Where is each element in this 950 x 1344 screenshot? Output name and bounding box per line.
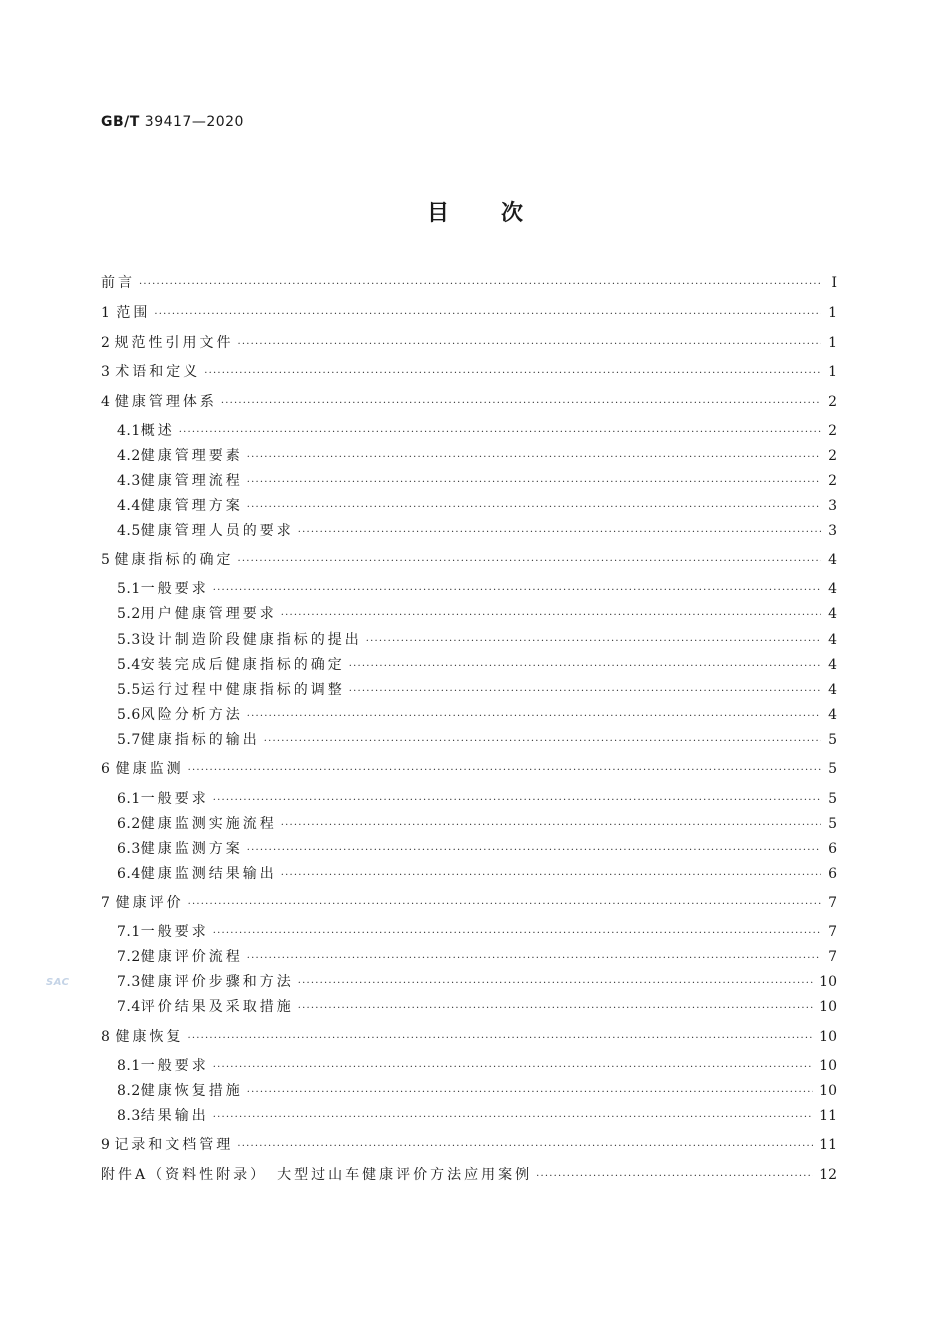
toc-entry-label: 前言 [101, 275, 135, 291]
toc-entry[interactable] [117, 496, 837, 516]
toc-entry-label: 健康恢复 [115, 1029, 184, 1045]
toc-entry-number: 6.1 [117, 791, 141, 807]
toc-entry-number: 4.3 [117, 473, 141, 489]
toc-entry[interactable] [101, 550, 837, 570]
toc-entry-label: 健康监测实施流程 [140, 816, 277, 832]
toc-entry-number: 8.1 [117, 1058, 141, 1074]
toc-entry-page: 6 [828, 866, 837, 882]
toc-entry-number: 5.2 [117, 606, 141, 622]
toc-entry[interactable] [101, 893, 837, 913]
toc-entry[interactable] [101, 1027, 837, 1047]
toc-entry-page: 11 [819, 1108, 837, 1124]
toc-entry-label: 健康评价流程 [140, 949, 243, 965]
toc-entry[interactable] [101, 333, 837, 353]
toc-entry-label: 健康管理流程 [140, 473, 243, 489]
toc-entry[interactable] [117, 947, 837, 967]
toc-entry-page: 11 [819, 1137, 837, 1153]
toc-entry-label: 健康监测方案 [140, 841, 243, 857]
toc-entry-page: 10 [819, 999, 837, 1015]
toc-entry-label: 用户健康管理要求 [140, 606, 277, 622]
toc-entry-number: 3 [101, 364, 111, 380]
toc-dot-leader [281, 816, 821, 836]
toc-entry[interactable] [117, 521, 837, 541]
toc-dot-leader [298, 523, 821, 543]
toc-entry-page: 4 [828, 657, 837, 673]
toc-entry[interactable] [117, 730, 837, 750]
toc-entry-number: 6.4 [117, 866, 141, 882]
toc-entry-number: 4 [101, 394, 111, 410]
toc-entry[interactable] [117, 604, 837, 624]
toc-entry[interactable] [101, 392, 837, 412]
toc-entry-page: 1 [828, 305, 837, 321]
toc-entry-number: 7.1 [117, 924, 141, 940]
toc-entry[interactable] [117, 972, 837, 992]
toc-dot-leader [247, 949, 821, 969]
toc-entry-label: 附件A（资料性附录） 大型过山车健康评价方法应用案例 [101, 1167, 533, 1183]
toc-entry-page: 5 [828, 732, 837, 748]
toc-entry-page: 4 [828, 552, 837, 568]
toc-entry[interactable] [101, 303, 837, 323]
toc-entry[interactable] [117, 839, 837, 859]
toc-dot-leader [187, 1029, 813, 1049]
toc-entry[interactable] [117, 579, 837, 599]
toc-entry[interactable] [117, 1056, 837, 1076]
toc-entry[interactable] [117, 446, 837, 466]
toc-entry-number: 8.2 [117, 1083, 141, 1099]
toc-entry-page: 1 [828, 335, 837, 351]
toc-dot-leader [247, 473, 821, 493]
toc-entry[interactable] [117, 471, 837, 491]
toc-entry[interactable] [117, 1081, 837, 1101]
toc-entry-page: 2 [828, 448, 837, 464]
toc-entry-number: 5.3 [117, 632, 141, 648]
toc-dot-leader [179, 423, 821, 443]
toc-entry-label: 一般要求 [140, 791, 209, 807]
toc-dot-leader [188, 761, 821, 781]
toc-entry-number: 6 [101, 761, 111, 777]
toc-entry[interactable] [117, 421, 837, 441]
toc-entry-page: 3 [828, 498, 837, 514]
toc-dot-leader [213, 581, 821, 601]
toc-entry-page: Ⅰ [831, 275, 837, 291]
toc-entry[interactable] [117, 1106, 837, 1126]
toc-entry-page: 2 [828, 423, 837, 439]
toc-dot-leader [247, 1083, 813, 1103]
toc-entry-number: 7 [101, 895, 111, 911]
standard-prefix: GB/T [101, 114, 140, 130]
toc-dot-leader [247, 707, 821, 727]
standard-number: 39417—2020 [144, 114, 244, 130]
toc-dot-leader [154, 305, 821, 325]
toc-entry-number: 8 [101, 1029, 111, 1045]
toc-entry-label: 健康评价 [115, 895, 184, 911]
toc-dot-leader [247, 841, 821, 861]
toc-entry-number: 9 [101, 1137, 111, 1153]
toc-entry-page: 4 [828, 581, 837, 597]
toc-entry-number: 4.4 [117, 498, 141, 514]
toc-entry-label: 记录和文档管理 [114, 1137, 234, 1153]
toc-entry-page: 12 [819, 1167, 837, 1183]
toc-entry-number: 7.3 [117, 974, 141, 990]
toc-entry-label: 一般要求 [140, 1058, 209, 1074]
toc-entry-page: 10 [819, 1083, 837, 1099]
toc-entry[interactable] [101, 362, 837, 382]
toc-entry-page: 5 [828, 816, 837, 832]
toc-entry-page: 1 [828, 364, 837, 380]
toc-entry-page: 4 [828, 707, 837, 723]
toc-entry-label: 结果输出 [140, 1108, 209, 1124]
toc-dot-leader [349, 682, 821, 702]
toc-entry-page: 4 [828, 606, 837, 622]
toc-entry-page: 2 [828, 394, 837, 410]
toc-entry-page: 4 [828, 682, 837, 698]
toc-entry-page: 4 [828, 632, 837, 648]
toc-entry[interactable] [117, 864, 837, 884]
toc-entry[interactable] [101, 759, 837, 779]
toc-entry-page: 5 [828, 761, 837, 777]
toc-dot-leader [237, 552, 821, 572]
toc-dot-leader [204, 364, 821, 384]
toc-entry-number: 6.3 [117, 841, 141, 857]
toc-entry-number: 2 [101, 335, 111, 351]
toc-dot-leader [366, 632, 821, 652]
toc-entry-label: 一般要求 [140, 924, 209, 940]
toc-entry-number: 5.7 [117, 732, 141, 748]
toc-dot-leader [536, 1167, 813, 1187]
toc-entry-label: 健康监测结果输出 [140, 866, 277, 882]
toc-entry-number: 4.1 [117, 423, 141, 439]
toc-dot-leader [139, 275, 821, 295]
toc-entry[interactable] [117, 922, 837, 942]
toc-entry-page: 10 [819, 1029, 837, 1045]
toc-entry-page: 2 [828, 473, 837, 489]
toc-entry-label: 健康管理要素 [140, 448, 243, 464]
toc-dot-leader [213, 791, 821, 811]
toc-dot-leader [221, 394, 821, 414]
toc-dot-leader [247, 498, 821, 518]
toc-entry-page: 7 [828, 895, 837, 911]
toc-entry-number: 5.1 [117, 581, 141, 597]
toc-entry-page: 10 [819, 974, 837, 990]
toc-entry-page: 7 [828, 949, 837, 965]
toc-entry-label: 健康管理体系 [114, 394, 217, 410]
toc-entry-label: 规范性引用文件 [114, 335, 234, 351]
toc-entry-label: 运行过程中健康指标的调整 [140, 682, 345, 698]
toc-entry[interactable] [117, 630, 837, 650]
toc-dot-leader [213, 1108, 813, 1128]
toc-entry-label: 一般要求 [140, 581, 209, 597]
toc-entry[interactable] [117, 655, 837, 675]
table-of-contents [101, 0, 837, 1344]
toc-entry-label: 健康监测 [115, 761, 184, 777]
toc-dot-leader [213, 1058, 813, 1078]
toc-entry-number: 8.3 [117, 1108, 141, 1124]
toc-entry[interactable] [117, 997, 837, 1017]
toc-entry-number: 4.2 [117, 448, 141, 464]
toc-entry[interactable] [117, 814, 837, 834]
toc-entry[interactable] [101, 273, 837, 293]
toc-dot-leader [237, 1137, 813, 1157]
toc-dot-leader [247, 448, 821, 468]
toc-entry-label: 健康管理方案 [140, 498, 243, 514]
toc-entry-number: 1 [101, 305, 111, 321]
toc-dot-leader [213, 924, 821, 944]
toc-entry-number: 4.5 [117, 523, 141, 539]
page-title: 目次 [426, 201, 575, 226]
toc-entry-page: 10 [819, 1058, 837, 1074]
toc-entry-number: 7.4 [117, 999, 141, 1015]
toc-entry-label: 健康恢复措施 [140, 1083, 243, 1099]
toc-entry-label: 健康指标的输出 [140, 732, 260, 748]
toc-entry-label: 术语和定义 [115, 364, 201, 380]
sac-watermark: SAC [46, 977, 70, 988]
toc-dot-leader [349, 657, 821, 677]
toc-entry-page: 5 [828, 791, 837, 807]
toc-entry-label: 安装完成后健康指标的确定 [140, 657, 345, 673]
toc-entry-number: 5.6 [117, 707, 141, 723]
toc-dot-leader [188, 895, 821, 915]
toc-dot-leader [281, 606, 821, 626]
toc-dot-leader [281, 866, 821, 886]
toc-entry-label: 风险分析方法 [140, 707, 243, 723]
toc-entry-label: 设计制造阶段健康指标的提出 [140, 632, 362, 648]
toc-entry[interactable] [117, 789, 837, 809]
toc-entry-label: 评价结果及采取措施 [140, 999, 294, 1015]
toc-entry-page: 6 [828, 841, 837, 857]
toc-dot-leader [298, 974, 813, 994]
toc-entry-page: 3 [828, 523, 837, 539]
toc-entry[interactable] [117, 705, 837, 725]
toc-entry[interactable] [101, 1135, 837, 1155]
toc-entry-number: 6.2 [117, 816, 141, 832]
toc-entry-number: 5 [101, 552, 111, 568]
toc-entry[interactable] [101, 1165, 837, 1185]
toc-dot-leader [298, 999, 813, 1019]
toc-entry-number: 5.5 [117, 682, 141, 698]
toc-entry-label: 范围 [116, 305, 151, 321]
toc-entry-page: 7 [828, 924, 837, 940]
toc-entry-label: 健康评价步骤和方法 [140, 974, 294, 990]
toc-entry-label: 健康管理人员的要求 [140, 523, 294, 539]
toc-entry-number: 7.2 [117, 949, 141, 965]
toc-entry[interactable] [117, 680, 837, 700]
toc-entry-number: 5.4 [117, 657, 141, 673]
toc-entry-label: 健康指标的确定 [114, 552, 234, 568]
toc-entry-label: 概述 [140, 423, 175, 439]
toc-dot-leader [264, 732, 821, 752]
toc-dot-leader [237, 335, 821, 355]
